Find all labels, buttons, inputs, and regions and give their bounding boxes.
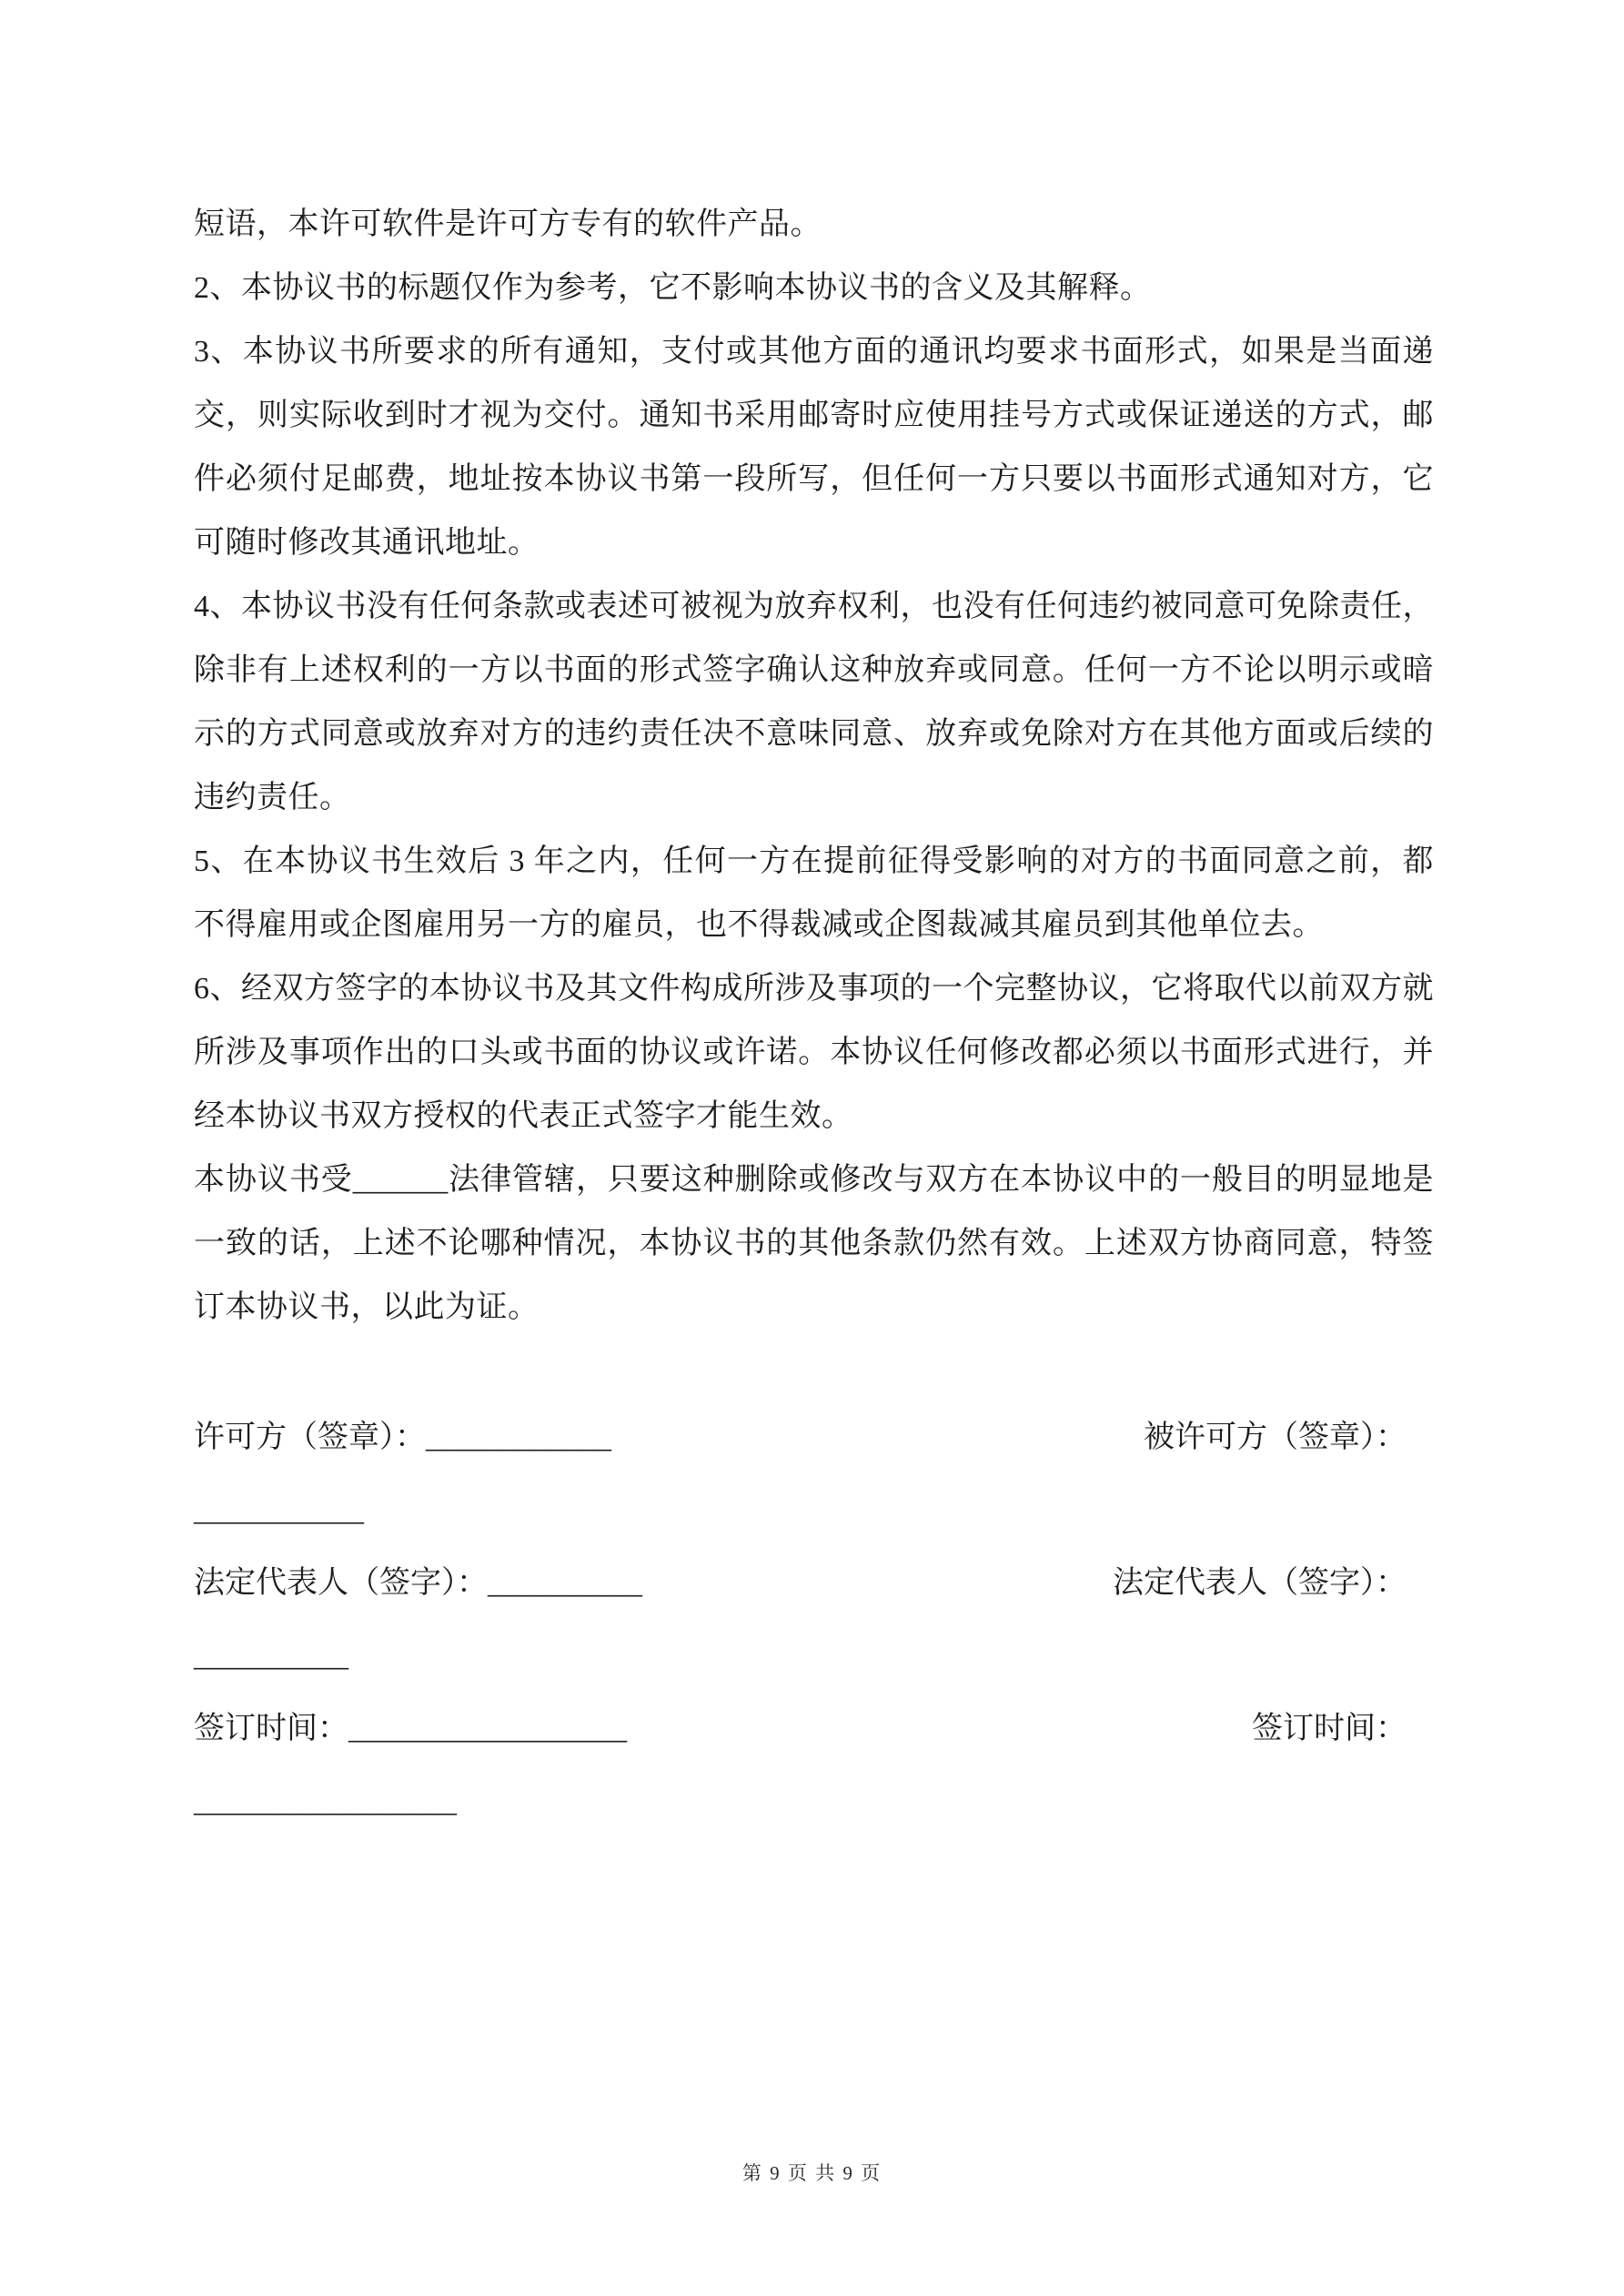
clause-2: 2、本协议书的标题仅作为参考，它不影响本协议书的含义及其解释。 xyxy=(194,271,1152,305)
clause-3: 3、本协议书所要求的所有通知，支付或其他方面的通讯均要求书面形式，如果是当面递交，则实际收到时才视为交付。通知书采用邮寄时应使用挂号方式或保证递送的方式，邮件必须付足邮费，地址按本协议书第一段所写，但任何一方只要以书面形式通知对方，它可随时修改其通讯地址。 xyxy=(194,335,1434,560)
governing-law-paragraph: 本协议书受______法律管辖，只要这种删除或修改与双方在本协议中的一般目的明显地是一致的话，上述不论哪种情况，本协议书的其他条款仍然有效。上述双方协商同意，特签订本协议书，以此为证。 xyxy=(194,1163,1434,1324)
clause-4: 4、本协议书没有任何条款或表述可被视为放弃权利，也没有任何违约被同意可免除责任，除非有上述权利的一方以书面的形式签字确认这种放弃或同意。任何一方不论以明示或暗示的方式同意或放弃对方的违约责任决不意味同意、放弃或免除对方在其他方面或后续的违约责任。 xyxy=(194,590,1434,814)
signature-row-seal-blank xyxy=(194,1491,1434,1563)
licensee-seal-label: 被许可方（签章）： xyxy=(1144,1421,1407,1454)
signature-row-representative xyxy=(194,1563,1434,1636)
clause-5: 5、在本协议书生效后 3 年之内，任何一方在提前征得受影响的对方的书面同意之前，都不得雇用或企图雇用另一方的雇员，也不得裁减或企图裁减其雇员到其他单位去。 xyxy=(194,845,1434,942)
clause-6: 6、经双方签字的本协议书及其文件构成所涉及事项的一个完整协议，它将取代以前双方就所涉及事项作出的口头或书面的协议或许诺。本协议任何修改都必须以书面形式进行，并经本协议书双方授权的代表正式签字才能生效。 xyxy=(194,972,1434,1133)
licensor-representative-label: 法定代表人（签字）：__________ xyxy=(194,1566,642,1600)
contract-body xyxy=(194,193,1434,1340)
licensee-representative-label: 法定代表人（签字）： xyxy=(1113,1566,1407,1600)
licensor-seal-label: 许可方（签章）：____________ xyxy=(194,1421,611,1454)
licensor-date-blank-line: _________________ xyxy=(194,1785,457,1818)
licensee-date-label: 签订时间： xyxy=(1252,1712,1407,1745)
licensor-date-label: 签订时间：__________________ xyxy=(194,1712,627,1745)
signature-row-seal xyxy=(194,1418,1434,1491)
signature-row-date xyxy=(194,1709,1434,1782)
licensor-representative-blank-line: __________ xyxy=(194,1639,348,1673)
clause-1-continuation: 短语，本许可软件是许可方专有的软件产品。 xyxy=(194,207,822,241)
signature-row-representative-blank xyxy=(194,1636,1434,1709)
page-number: 第 9 页 共 9 页 xyxy=(741,2162,883,2184)
licensor-seal-blank-line: ___________ xyxy=(194,1493,364,1527)
signature-block xyxy=(194,1418,1434,1855)
signature-row-date-blank xyxy=(194,1782,1434,1855)
